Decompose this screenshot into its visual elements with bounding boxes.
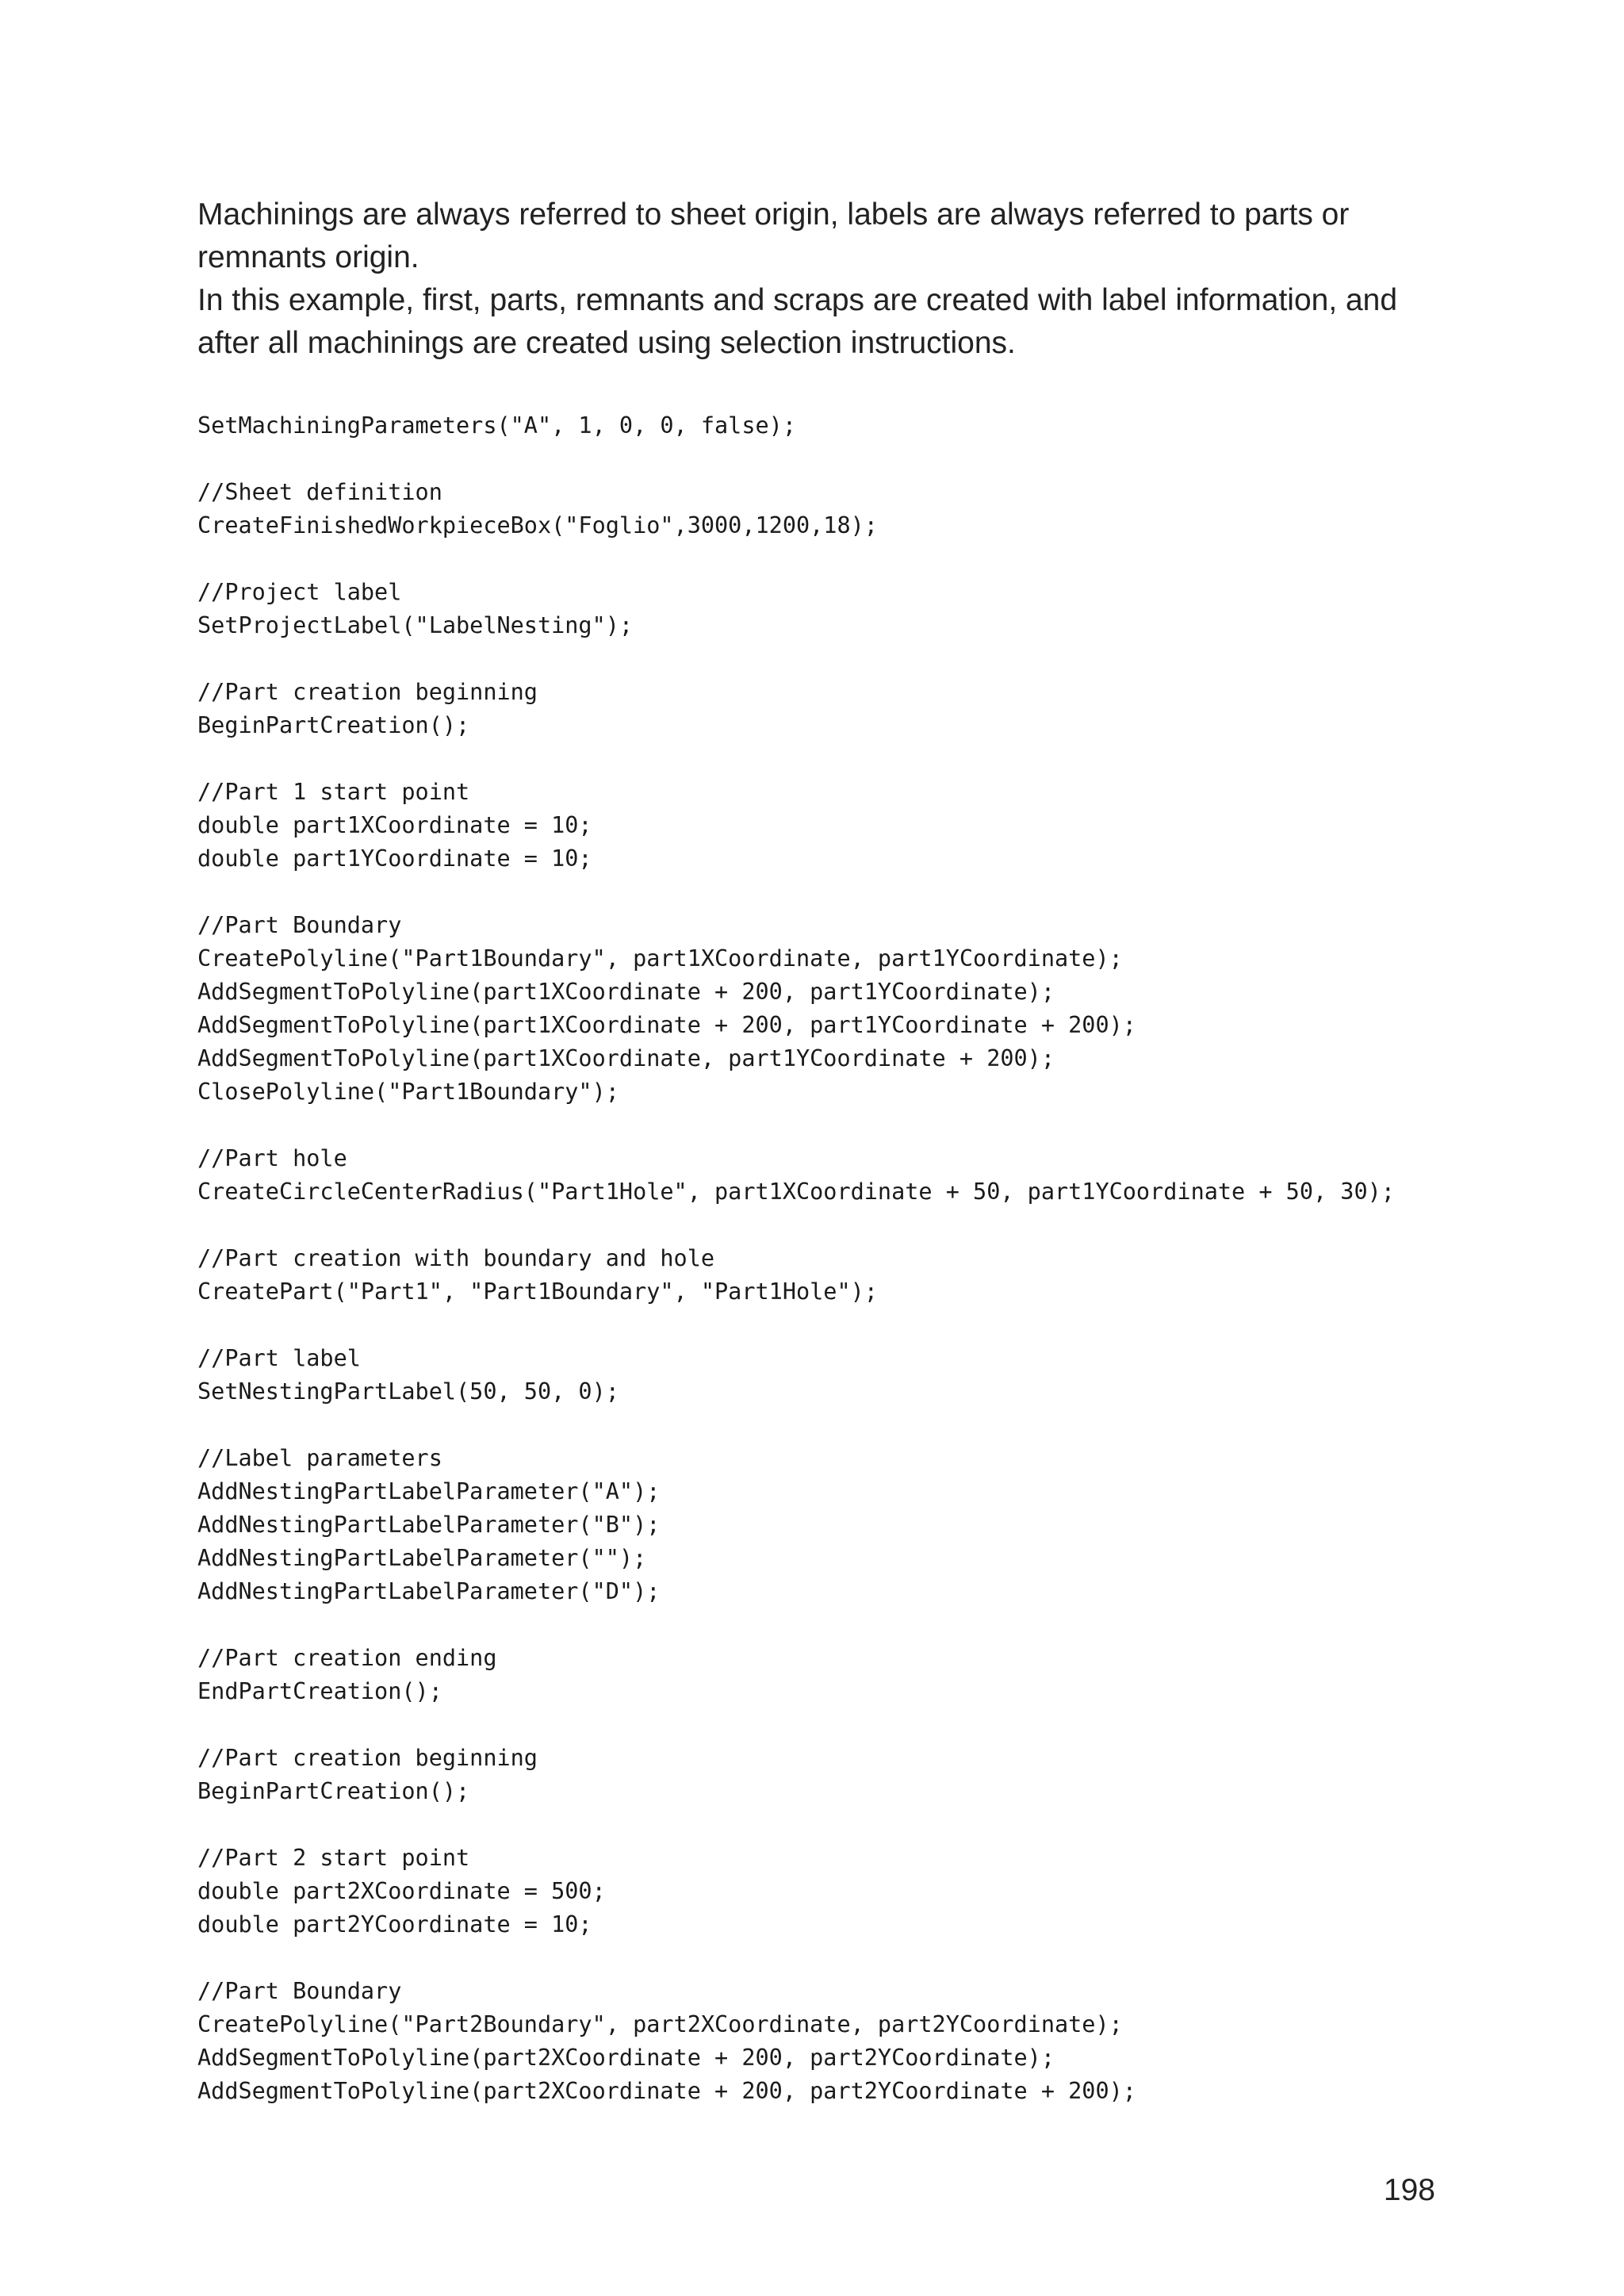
- code-line: EndPartCreation();: [197, 1678, 442, 1704]
- code-blank-line: [197, 742, 1545, 776]
- code-line: AddNestingPartLabelParameter("D");: [197, 1578, 661, 1604]
- code-comment-line: //Part label: [197, 1345, 361, 1371]
- code-line: AddNestingPartLabelParameter("B");: [197, 1512, 661, 1538]
- code-line: CreatePolyline("Part1Boundary", part1XCoordinate, part1YCoordinate);: [197, 945, 1123, 972]
- code-line: BeginPartCreation();: [197, 712, 470, 738]
- code-comment-line: //Project label: [197, 579, 402, 605]
- code-blank-line: [197, 1309, 1545, 1342]
- intro-text: [197, 194, 1466, 365]
- code-line: CreatePart("Part1", "Part1Boundary", "Part1Hole");: [197, 1278, 878, 1305]
- code-comment-line: //Part hole: [197, 1145, 347, 1171]
- code-line: CreateFinishedWorkpieceBox("Foglio",3000,1200,18);: [197, 512, 878, 539]
- intro-paragraph-2: In this example, first, parts, remnants and scraps are created with label information, and after all machinings are created using selection instructions.: [197, 283, 1398, 360]
- code-blank-line: [197, 642, 1545, 676]
- code-line: CreateCircleCenterRadius("Part1Hole", part1XCoordinate + 50, part1YCoordinate + 50, 30);: [197, 1179, 1395, 1205]
- code-line: AddNestingPartLabelParameter("");: [197, 1545, 647, 1571]
- code-line: double part1YCoordinate = 10;: [197, 845, 592, 872]
- code-line: AddNestingPartLabelParameter("A");: [197, 1478, 661, 1504]
- code-line: AddSegmentToPolyline(part2XCoordinate + 200, part2YCoordinate);: [197, 2045, 1055, 2071]
- code-line: AddSegmentToPolyline(part2XCoordinate + 200, part2YCoordinate + 200);: [197, 2078, 1136, 2104]
- code-comment-line: //Part Boundary: [197, 1978, 402, 2004]
- code-line: SetNestingPartLabel(50, 50, 0);: [197, 1378, 619, 1405]
- code-comment-line: //Part Boundary: [197, 912, 402, 938]
- code-line: SetProjectLabel("LabelNesting");: [197, 612, 634, 638]
- code-line: double part1XCoordinate = 10;: [197, 812, 592, 838]
- code-line: CreatePolyline("Part2Boundary", part2XCoordinate, part2YCoordinate);: [197, 2011, 1123, 2037]
- code-blank-line: [197, 1608, 1545, 1642]
- code-line: ClosePolyline("Part1Boundary");: [197, 1079, 619, 1105]
- intro-paragraph-1: Machinings are always referred to sheet origin, labels are always referred to parts or remnants origin.: [197, 197, 1350, 274]
- page-number: 198: [1383, 2173, 1435, 2207]
- code-blank-line: [197, 1941, 1545, 1975]
- code-comment-line: //Sheet definition: [197, 479, 442, 505]
- code-comment-line: //Part creation with boundary and hole: [197, 1245, 715, 1271]
- code-line: BeginPartCreation();: [197, 1778, 470, 1804]
- code-blank-line: [197, 1409, 1545, 1442]
- code-line: AddSegmentToPolyline(part1XCoordinate + 200, part1YCoordinate + 200);: [197, 1012, 1136, 1038]
- code-line: AddSegmentToPolyline(part1XCoordinate, part1YCoordinate + 200);: [197, 1045, 1055, 1071]
- code-blank-line: [197, 542, 1545, 576]
- code-comment-line: //Label parameters: [197, 1445, 442, 1471]
- code-blank-line: [197, 443, 1545, 476]
- code-blank-line: [197, 1708, 1545, 1742]
- code-blank-line: [197, 1109, 1545, 1142]
- code-blank-line: [197, 1808, 1545, 1842]
- code-comment-line: //Part 1 start point: [197, 779, 470, 805]
- code-blank-line: [197, 876, 1545, 909]
- code-comment-line: //Part creation beginning: [197, 1745, 538, 1771]
- code-comment-line: //Part 2 start point: [197, 1845, 470, 1871]
- code-line: double part2XCoordinate = 500;: [197, 1878, 606, 1904]
- code-comment-line: //Part creation ending: [197, 1645, 497, 1671]
- code-line: SetMachiningParameters("A", 1, 0, 0, false);: [197, 412, 796, 439]
- code-comment-line: //Part creation beginning: [197, 679, 538, 705]
- code-line: AddSegmentToPolyline(part1XCoordinate + 200, part1YCoordinate);: [197, 979, 1055, 1005]
- code-line: double part2YCoordinate = 10;: [197, 1911, 592, 1938]
- code-listing: [197, 409, 1545, 2108]
- code-blank-line: [197, 1209, 1545, 1242]
